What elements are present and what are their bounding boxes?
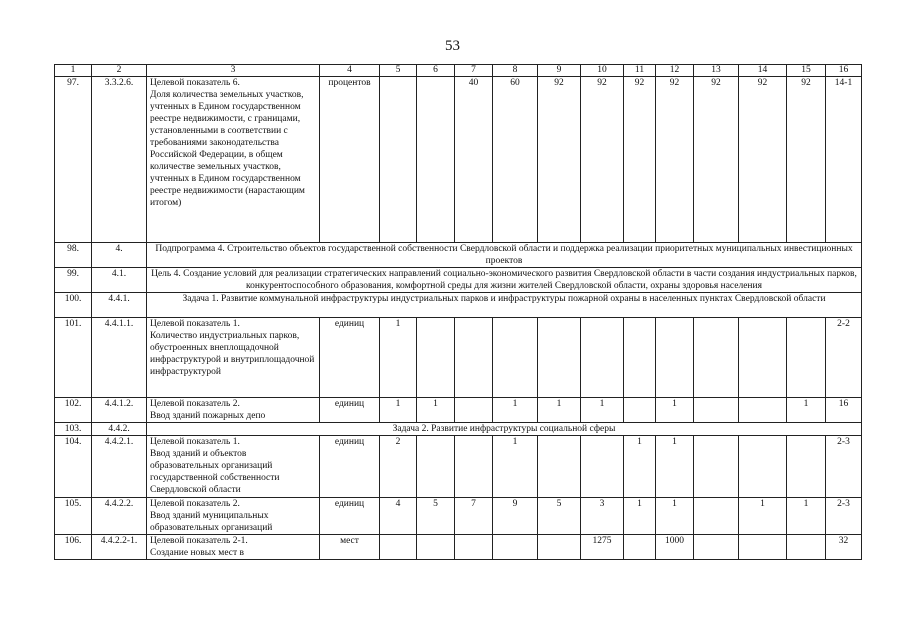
row-code: 4. [92, 243, 147, 268]
value-cell [694, 436, 739, 498]
header-row [55, 65, 862, 77]
page-number: 53 [445, 38, 460, 54]
row-number: 105. [55, 498, 92, 535]
value-cell [455, 535, 493, 560]
column-number: 14 [739, 65, 787, 77]
value-cell [417, 77, 455, 243]
column-number: 5 [380, 65, 417, 77]
value-cell: 1 [493, 436, 538, 498]
column-number: 13 [694, 65, 739, 77]
column-number: 9 [538, 65, 581, 77]
row-code: 4.4.2.2-1. [92, 535, 147, 560]
value-cell [787, 318, 826, 398]
table-row [55, 498, 862, 535]
value-cell [417, 318, 455, 398]
value-cell: 1 [624, 498, 656, 535]
value-cell [739, 535, 787, 560]
value-cell: 1 [581, 398, 624, 423]
unit-cell: единиц [320, 498, 380, 535]
value-cell: 1 [624, 436, 656, 498]
value-cell [455, 436, 493, 498]
source-cell: 2-3 [826, 498, 862, 535]
value-cell [739, 318, 787, 398]
value-cell [493, 318, 538, 398]
column-number: 2 [92, 65, 147, 77]
value-cell: 92 [739, 77, 787, 243]
row-code: 4.4.2.2. [92, 498, 147, 535]
indicator-description: Целевой показатель 6. Доля количества земельных участков, учтенных в Едином государственном реестре недвижимости, с границами, установленными в соответствии с требованиями законодательства Российской Федерации, в общем количестве земельных участков, учтенных в Едином государственном реестре недвижимости (нарастающим итогом) [147, 77, 320, 243]
value-cell [538, 318, 581, 398]
unit-cell: мест [320, 535, 380, 560]
value-cell: 2 [380, 436, 417, 498]
indicator-description: Целевой показатель 2-1. Создание новых мест в [147, 535, 320, 560]
indicator-description: Целевой показатель 2. Ввод зданий муниципальных образовательных организаций [147, 498, 320, 535]
value-cell: 1 [739, 498, 787, 535]
row-code: 4.4.1.2. [92, 398, 147, 423]
value-cell: 92 [787, 77, 826, 243]
value-cell: 1275 [581, 535, 624, 560]
source-cell: 16 [826, 398, 862, 423]
row-code: 3.3.2.6. [92, 77, 147, 243]
value-cell: 5 [538, 498, 581, 535]
section-title: Задача 2. Развитие инфраструктуры социальной сферы [147, 423, 862, 436]
column-number: 6 [417, 65, 455, 77]
value-cell [581, 436, 624, 498]
row-number: 102. [55, 398, 92, 423]
value-cell [787, 436, 826, 498]
row-number: 100. [55, 293, 92, 318]
column-number: 4 [320, 65, 380, 77]
row-number: 103. [55, 423, 92, 436]
column-number: 10 [581, 65, 624, 77]
value-cell: 1000 [656, 535, 694, 560]
table-row [55, 77, 862, 243]
value-cell: 1 [538, 398, 581, 423]
indicators-table [54, 64, 862, 560]
value-cell [694, 318, 739, 398]
row-number: 99. [55, 268, 92, 293]
table-row [55, 436, 862, 498]
row-number: 97. [55, 77, 92, 243]
column-number: 16 [826, 65, 862, 77]
column-number: 1 [55, 65, 92, 77]
value-cell [538, 436, 581, 498]
value-cell [739, 436, 787, 498]
row-code: 4.4.2. [92, 423, 147, 436]
value-cell [694, 398, 739, 423]
value-cell: 1 [787, 398, 826, 423]
row-number: 106. [55, 535, 92, 560]
table-row [55, 535, 862, 560]
value-cell: 9 [493, 498, 538, 535]
value-cell: 1 [380, 398, 417, 423]
value-cell: 92 [656, 77, 694, 243]
value-cell [380, 77, 417, 243]
indicator-description: Целевой показатель 1. Количество индустриальных парков, обустроенных внеплощадочной инфраструктурой и внутриплощадочной инфраструктурой [147, 318, 320, 398]
value-cell [656, 318, 694, 398]
value-cell [455, 318, 493, 398]
value-cell [739, 398, 787, 423]
column-number: 8 [493, 65, 538, 77]
unit-cell: единиц [320, 436, 380, 498]
value-cell [624, 318, 656, 398]
column-number: 12 [656, 65, 694, 77]
value-cell [787, 535, 826, 560]
table-row [55, 318, 862, 398]
value-cell: 92 [694, 77, 739, 243]
row-number: 101. [55, 318, 92, 398]
section-title: Цель 4. Создание условий для реализации стратегических направлений социально-экономического развития Свердловской области в части создания индустриальных парков, конкурентоспособного образования, комфортной среды для жизни жителей Свердловской области, охраны здоровья населения [147, 268, 862, 293]
indicator-description: Целевой показатель 1. Ввод зданий и объектов образовательных организаций государственной собственности Свердловской области [147, 436, 320, 498]
row-number: 98. [55, 243, 92, 268]
value-cell [624, 535, 656, 560]
indicator-description: Целевой показатель 2. Ввод зданий пожарных депо [147, 398, 320, 423]
row-number: 104. [55, 436, 92, 498]
value-cell: 92 [624, 77, 656, 243]
value-cell: 1 [787, 498, 826, 535]
value-cell [417, 436, 455, 498]
section-row [55, 243, 862, 268]
source-cell: 32 [826, 535, 862, 560]
value-cell: 1 [417, 398, 455, 423]
value-cell [493, 535, 538, 560]
value-cell [538, 535, 581, 560]
section-title: Подпрограмма 4. Строительство объектов государственной собственности Свердловской области и поддержка реализации приоритетных муниципальных инвестиционных проектов [147, 243, 862, 268]
value-cell: 1 [656, 436, 694, 498]
value-cell [455, 398, 493, 423]
value-cell: 5 [417, 498, 455, 535]
value-cell [417, 535, 455, 560]
value-cell: 1 [656, 398, 694, 423]
value-cell: 40 [455, 77, 493, 243]
value-cell [581, 318, 624, 398]
column-number: 15 [787, 65, 826, 77]
table-body [55, 65, 862, 560]
section-title: Задача 1. Развитие коммунальной инфраструктуры индустриальных парков и инфраструктуры пожарной охраны в населенных пунктах Свердловской области [147, 293, 862, 318]
column-number: 7 [455, 65, 493, 77]
value-cell [694, 535, 739, 560]
value-cell [694, 498, 739, 535]
row-code: 4.4.1.1. [92, 318, 147, 398]
value-cell: 60 [493, 77, 538, 243]
section-row [55, 268, 862, 293]
value-cell [380, 535, 417, 560]
value-cell [624, 398, 656, 423]
section-row [55, 423, 862, 436]
column-number: 3 [147, 65, 320, 77]
value-cell: 92 [581, 77, 624, 243]
unit-cell: процентов [320, 77, 380, 243]
unit-cell: единиц [320, 318, 380, 398]
row-code: 4.1. [92, 268, 147, 293]
value-cell: 92 [538, 77, 581, 243]
column-number: 11 [624, 65, 656, 77]
source-cell: 14-1 [826, 77, 862, 243]
section-row [55, 293, 862, 318]
row-code: 4.4.2.1. [92, 436, 147, 498]
table-row [55, 398, 862, 423]
value-cell: 3 [581, 498, 624, 535]
value-cell: 1 [656, 498, 694, 535]
value-cell: 1 [380, 318, 417, 398]
source-cell: 2-3 [826, 436, 862, 498]
value-cell: 1 [493, 398, 538, 423]
value-cell: 4 [380, 498, 417, 535]
unit-cell: единиц [320, 398, 380, 423]
source-cell: 2-2 [826, 318, 862, 398]
row-code: 4.4.1. [92, 293, 147, 318]
value-cell: 7 [455, 498, 493, 535]
